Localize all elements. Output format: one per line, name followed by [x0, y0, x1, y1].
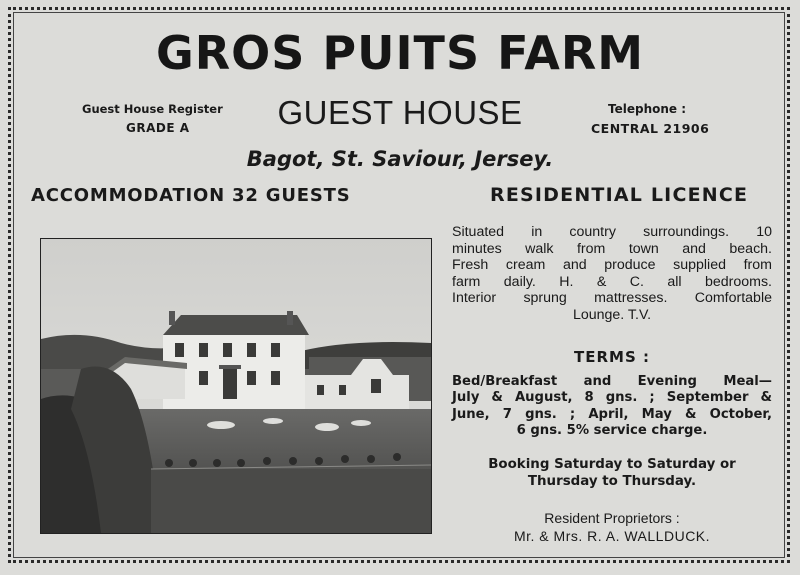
- telephone-number: CENTRAL 21906: [591, 121, 710, 136]
- booking-line: Booking Saturday to Saturday or: [488, 457, 736, 472]
- terms-line: July & August, 8 gns. ; September &: [452, 390, 772, 406]
- address: Bagot, St. Saviour, Jersey.: [246, 147, 554, 171]
- farmhouse-photo: [40, 238, 432, 534]
- booking-info: [452, 457, 772, 490]
- accommodation-heading: ACCOMMODATION 32 GUESTS: [31, 185, 351, 206]
- terms-line: June, 7 gns. ; April, May & October,: [452, 406, 772, 422]
- description-paragraph: [452, 224, 772, 324]
- terms-paragraph: [452, 374, 772, 440]
- description-line: Lounge. T.V.: [572, 306, 652, 323]
- terms-line: 6 gns. 5% service charge.: [516, 423, 708, 439]
- proprietors-label: Resident Proprietors :: [544, 510, 680, 526]
- licence-heading: RESIDENTIAL LICENCE: [490, 184, 749, 206]
- description-line: farm daily. H. & C. all bedrooms.: [452, 273, 772, 290]
- terms-line: Bed/Breakfast and Evening Meal—: [452, 374, 772, 389]
- guest-house-subtitle: GUEST HOUSE: [277, 94, 523, 131]
- description-line: minutes walk from town and beach.: [452, 240, 772, 257]
- register-label: Guest House Register: [82, 102, 223, 116]
- description-line: Situated in country surroundings. 10: [452, 224, 772, 240]
- register-grade: GRADE A: [126, 121, 190, 135]
- booking-line: Thursday to Thursday.: [527, 473, 697, 489]
- proprietors-names: Mr. & Mrs. R. A. WALLDUCK.: [513, 528, 711, 544]
- farm-title: GROS PUITS FARM: [155, 26, 645, 80]
- terms-heading: TERMS :: [574, 348, 650, 366]
- description-line: Interior sprung mattresses. Comfortable: [452, 290, 772, 307]
- telephone-label: Telephone :: [608, 102, 687, 116]
- description-line: Fresh cream and produce supplied from: [452, 257, 772, 274]
